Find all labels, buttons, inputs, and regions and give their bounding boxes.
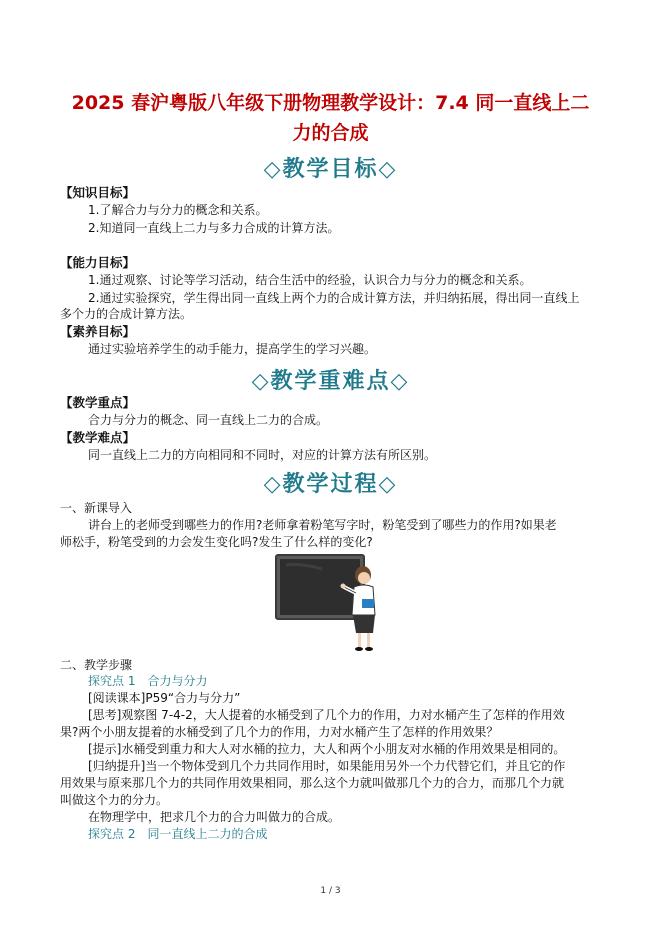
summary-line1: [归纳提升]当一个物体受到几个力共同作用时，如果能用另外一个力代替它们，并且它的作 xyxy=(88,759,566,773)
section-heading-goals: ◇教学目标◇ xyxy=(263,156,398,182)
key-point-label: 【教学重点】 xyxy=(60,395,136,410)
part1-heading: 一、新课导入 xyxy=(60,501,133,515)
difficulty-text: 同一直线上二力的方向相同和不同时，对应的计算方法有所区别。 xyxy=(88,448,437,462)
knowledge-goal-label: 【知识目标】 xyxy=(60,185,136,200)
think-line2: 果?两个小朋友提着的水桶受到了几个力的作用，力对水桶产生了怎样的作用效果？ xyxy=(60,725,499,739)
ability-goal-1: 1.通过观察、讨论等学习活动，结合生活中的经验，认识合力与分力的概念和关系。 xyxy=(88,273,532,287)
page-number: 1 / 3 xyxy=(320,886,341,896)
section-heading-key-points: ◇教学重难点◇ xyxy=(251,368,410,394)
ability-goal-2-line1: 2.通过实验探究，学生得出同一直线上两个力的合成计算方法，并归纳拓展，得出同一直线上 xyxy=(88,291,580,305)
doc-title-line2: 力的合成 xyxy=(292,122,369,144)
key-point-text: 合力与分力的概念、同一直线上二力的合成。 xyxy=(88,413,329,427)
summary-line2: 用效果与原来那几个力的共同作用效果相同，那么这个力就叫做那几个力的合力，而那几个力就 xyxy=(60,776,565,790)
knowledge-goal-2: 2.知道同一直线上二力与多力合成的计算方法。 xyxy=(88,221,340,235)
ability-goal-label: 【能力目标】 xyxy=(60,255,136,270)
hint-text: [提示]水桶受到重力和大人对水桶的拉力，大人和两个小朋友对水桶的作用效果是相同的。 xyxy=(88,742,566,756)
think-line1: [思考]观察图 7-4-2，大人提着的水桶受到了几个力的作用，力对水桶产生了怎样的作用效 xyxy=(88,708,565,722)
section-heading-process: ◇教学过程◇ xyxy=(263,471,398,497)
summary-line3: 叫做这个力的分力。 xyxy=(60,793,169,807)
literacy-goal-label: 【素养目标】 xyxy=(60,324,136,339)
knowledge-goal-1: 1.了解合力与分力的概念和关系。 xyxy=(88,203,268,217)
doc-title-line1: 2025 春沪粤版八年级下册物理教学设计：7.4 同一直线上二 xyxy=(71,92,590,114)
part1-text-line1: 讲台上的老师受到哪些力的作用?老师拿着粉笔写字时，粉笔受到了哪些力的作用?如果老 xyxy=(88,518,557,532)
teacher-blackboard-illustration xyxy=(272,553,392,653)
physics-definition: 在物理学中，把求几个力的合力叫做力的合成。 xyxy=(88,810,341,824)
difficulty-label: 【教学难点】 xyxy=(60,430,136,445)
explore-point-1: 探究点 1 合力与分力 xyxy=(88,674,208,688)
part1-text-line2: 师松手，粉笔受到的力会发生变化吗?发生了什么样的变化? xyxy=(60,535,373,549)
explore-point-2: 探究点 2 同一直线上二力的合成 xyxy=(88,827,268,841)
read-textbook: [阅读课本]P59“合力与分力” xyxy=(88,691,241,705)
part2-heading: 二、教学步骤 xyxy=(60,658,133,672)
ability-goal-2-line2: 多个力的合成计算方法。 xyxy=(60,307,193,321)
literacy-goal-1: 通过实验培养学生的动手能力，提高学生的学习兴趣。 xyxy=(88,342,377,356)
